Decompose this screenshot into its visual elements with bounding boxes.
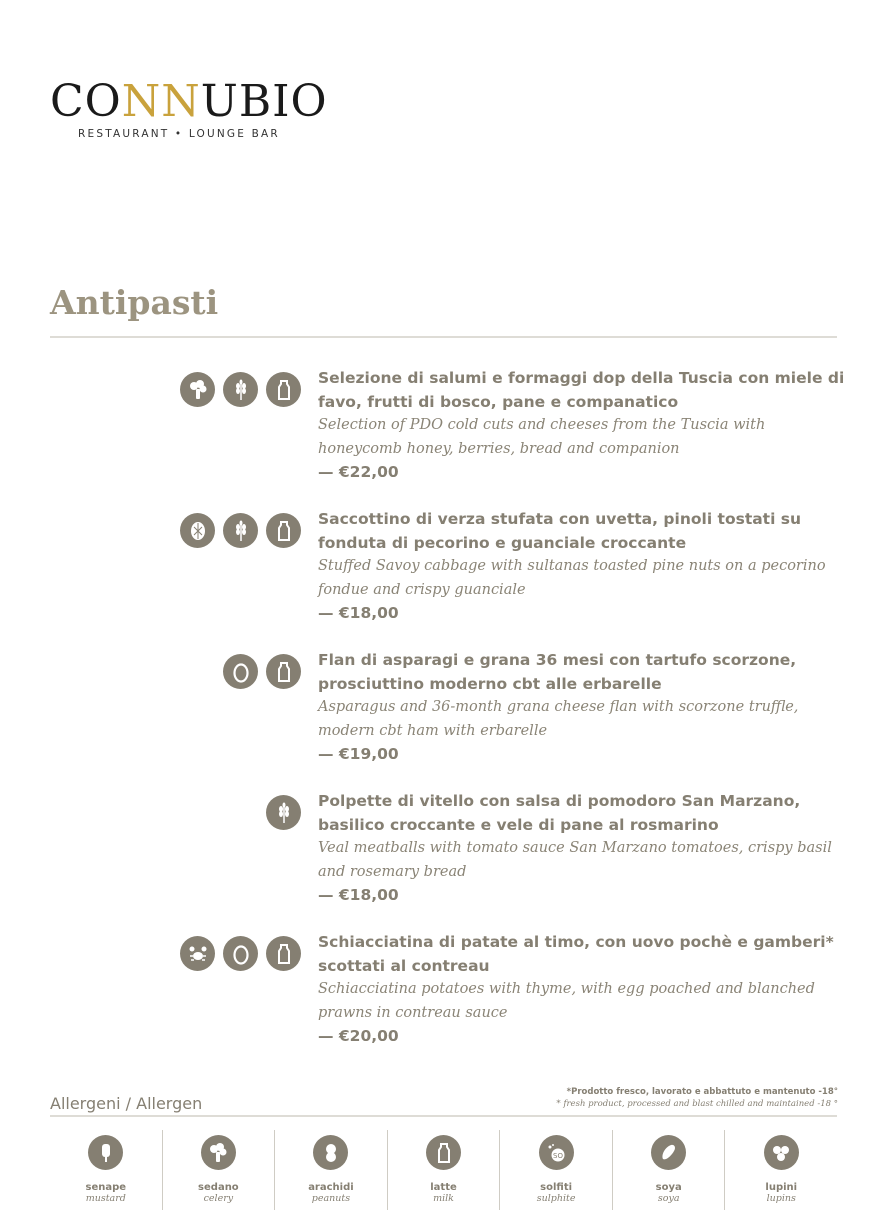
allergen-icons xyxy=(266,795,301,830)
gluten-icon xyxy=(223,513,258,548)
legend-translation: celery xyxy=(203,1193,234,1204)
egg-icon xyxy=(223,936,258,971)
dish-name-english: Schiacciatina potatoes with thyme, with egg poached and blanched prawns in contreau sauce xyxy=(318,981,815,1021)
dish-name-english: Stuffed Savoy cabbage with sultanas toasted pine nuts on a pecorino fondue and crispy guanciale xyxy=(318,558,826,598)
note-italian: *Prodotto fresco, lavorato e abbattuto e mantenuto -18° xyxy=(566,1087,838,1097)
menu-item xyxy=(318,931,848,1049)
egg-icon xyxy=(223,654,258,689)
dish-name-english: Selection of PDO cold cuts and cheeses from the Tuscia with honeycomb honey, berries, bread and companion xyxy=(318,417,766,457)
dish-name-italian: Saccottino di verza stufata con uvetta, pinoli tostati su fonduta di pecorino e guanciale croccante xyxy=(318,510,802,552)
gluten-icon xyxy=(223,372,258,407)
dish-price: — €22,00 xyxy=(318,463,399,481)
dish-name-italian: Polpette di vitello con salsa di pomodoro San Marzano, basilico croccante e vele di pane al rosmarino xyxy=(318,792,801,834)
menu-item xyxy=(318,790,848,908)
legend-translation: mustard xyxy=(85,1193,126,1204)
milk-icon xyxy=(266,654,301,689)
dish-name-italian: Selezione di salumi e formaggi dop della Tuscia con miele di favo, frutti di bosco, pane e companatico xyxy=(318,369,845,411)
freshness-note xyxy=(556,1086,838,1110)
milk-icon xyxy=(266,936,301,971)
legend-label: lupini xyxy=(765,1182,798,1193)
celery-icon xyxy=(201,1135,236,1170)
legend-label: sedano xyxy=(198,1182,239,1193)
legend-translation: lupins xyxy=(766,1193,796,1204)
sulphite-icon xyxy=(539,1135,574,1170)
legend-label: soya xyxy=(655,1182,682,1193)
dish-name-english: Veal meatballs with tomato sauce San Marzano tomatoes, crispy basil and rosemary bread xyxy=(318,840,832,880)
logo-subtitle: RESTAURANT • LOUNGE BAR xyxy=(78,128,280,140)
milk-icon xyxy=(266,372,301,407)
legend-translation: sulphite xyxy=(536,1193,576,1204)
menu-item xyxy=(318,508,848,626)
celery-icon xyxy=(180,372,215,407)
logo xyxy=(50,76,328,140)
menu-item xyxy=(318,367,848,485)
title-divider xyxy=(50,336,837,338)
menu-item xyxy=(318,649,848,767)
legend-translation: soya xyxy=(657,1193,680,1204)
section-title: Antipasti xyxy=(50,283,219,322)
legend-item-mustard xyxy=(50,1130,162,1210)
milk-icon xyxy=(266,513,301,548)
dish-name-italian: Schiacciatina di patate al timo, con uovo pochè e gamberi* scottati al contreau xyxy=(318,933,834,975)
legend-translation: milk xyxy=(433,1193,454,1204)
logo-wordmark: CONNUBIO xyxy=(50,76,328,127)
legend-label: senape xyxy=(85,1182,127,1193)
soya-icon xyxy=(651,1135,686,1170)
legend-item-lupins xyxy=(724,1130,837,1210)
note-english: * fresh product, processed and blast chilled and maintained -18 ° xyxy=(556,1099,838,1109)
dish-price: — €18,00 xyxy=(318,604,399,622)
legend-item-peanuts xyxy=(274,1130,387,1210)
allergen-icons xyxy=(223,654,301,689)
allergen-legend xyxy=(50,1130,837,1210)
mustard-icon xyxy=(88,1135,123,1170)
legend-item-milk xyxy=(387,1130,500,1210)
gluten-icon xyxy=(266,795,301,830)
dish-price: — €19,00 xyxy=(318,745,399,763)
legend-label: arachidi xyxy=(308,1182,354,1193)
crustacean-icon xyxy=(180,936,215,971)
allergen-divider xyxy=(50,1115,837,1117)
legend-item-soya xyxy=(612,1130,725,1210)
legend-translation: peanuts xyxy=(311,1193,351,1204)
allergen-icons xyxy=(180,513,301,548)
peanut-icon xyxy=(313,1135,348,1170)
svg-text:SO: SO xyxy=(553,1151,564,1160)
dish-price: — €20,00 xyxy=(318,1027,399,1045)
legend-item-sulphite xyxy=(499,1130,612,1210)
legend-item-celery xyxy=(162,1130,275,1210)
milk-icon xyxy=(426,1135,461,1170)
legend-label: solfiti xyxy=(540,1182,573,1193)
allergen-icons xyxy=(180,936,301,971)
allergen-title: Allergeni / Allergen xyxy=(50,1094,203,1113)
dish-name-english: Asparagus and 36-month grana cheese flan with scorzone truffle, modern cbt ham with erbarelle xyxy=(318,699,799,739)
nuts-icon xyxy=(180,513,215,548)
dish-price: — €18,00 xyxy=(318,886,399,904)
allergen-icons xyxy=(180,372,301,407)
dish-name-italian: Flan di asparagi e grana 36 mesi con tartufo scorzone, prosciuttino moderno cbt alle erbarelle xyxy=(318,651,797,693)
lupin-icon xyxy=(764,1135,799,1170)
legend-label: latte xyxy=(430,1182,457,1193)
